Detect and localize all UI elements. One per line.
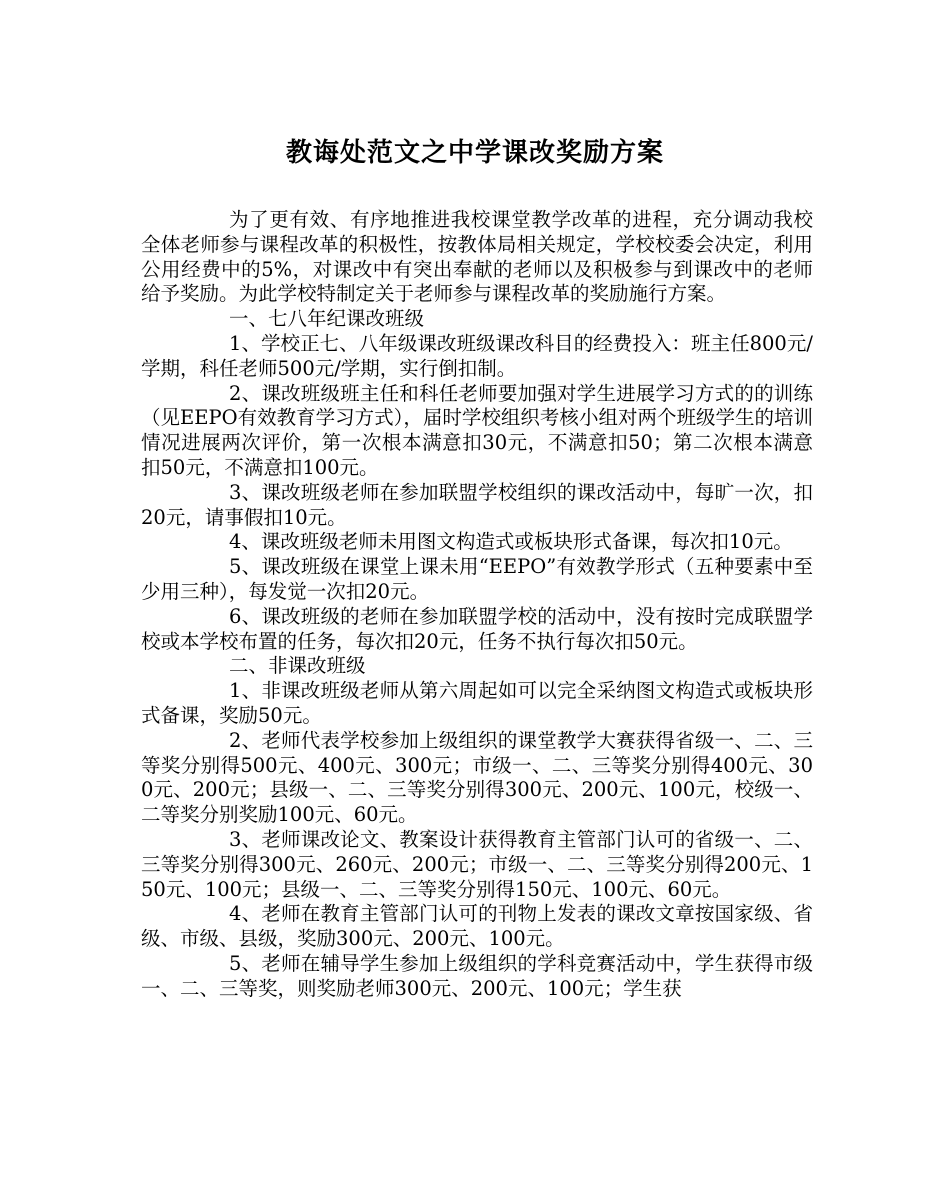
paragraph-item: 1、学校正七、八年级课改班级课改科目的经费投入：班主任800元/学期，科任老师500元/学期，实行倒扣制。 <box>141 331 813 380</box>
paragraph-item: 5、老师在辅导学生参加上级组织的学科竞赛活动中，学生获得市级一、二、三等奖，则奖励老师300元、200元、100元；学生获 <box>141 951 813 1000</box>
paragraph-item: 3、课改班级老师在参加联盟学校组织的课改活动中，每旷一次，扣20元，请事假扣10元。 <box>141 480 813 529</box>
paragraph-item: 2、老师代表学校参加上级组织的课堂教学大赛获得省级一、二、三等奖分别得500元、400元、300元；市级一、二、三等奖分别得400元、300元、200元；县级一、二、三等奖分别得300元、200元、100元，校级一、二等奖分别奖励100元、60元。 <box>141 728 813 827</box>
document-body <box>141 208 813 1002</box>
paragraph-item: 6、课改班级的老师在参加联盟学校的活动中，没有按时完成联盟学校或本学校布置的任务，每次扣20元，任务不执行每次扣50元。 <box>141 604 813 653</box>
section-heading-non-reform: 二、非课改班级 <box>229 654 366 678</box>
paragraph-item: 4、老师在教育主管部门认可的刊物上发表的课改文章按国家级、省级、市级、县级，奖励300元、200元、100元。 <box>141 902 813 951</box>
paragraph-item: 3、老师课改论文、教案设计获得教育主管部门认可的省级一、二、三等奖分别得300元、260元、200元；市级一、二、三等奖分别得200元、150元、100元；县级一、二、三等奖分别得150元、100元、60元。 <box>141 827 813 901</box>
paragraph-item: 4、课改班级老师未用图文构造式或板块形式备课，每次扣10元。 <box>229 530 793 554</box>
paragraph-item: 2、课改班级班主任和科任老师要加强对学生进展学习方式的的训练（见EEPO有效教育学习方式），届时学校组织考核小组对两个班级学生的培训情况进展两次评价，第一次根本满意扣30元，不满意扣50；第二次根本满意扣50元，不满意扣100元。 <box>141 381 813 479</box>
paragraph-item: 1、非课改班级老师从第六周起如可以完全采纳图文构造式或板块形式备课，奖励50元。 <box>141 679 813 727</box>
intro-paragraph: 为了更有效、有序地推进我校课堂教学改革的进程，充分调动我校全体老师参与课程改革的积极性，按教体局相关规定，学校校委会决定，利用公用经费中的5%，对课改中有突出奉献的老师以及积极参与到课改中的老师给予奖励。为此学校特制定关于老师参与课程改革的奖励施行方案。 <box>141 208 813 306</box>
paragraph-item: 5、课改班级在课堂上课未用“EEPO”有效教学形式（五种要素中至少用三种），每发觉一次扣20元。 <box>141 555 813 603</box>
document-title: 教诲处范文之中学课改奖励方案 <box>285 138 664 168</box>
section-heading-class-reform: 一、七八年纪课改班级 <box>229 307 425 331</box>
